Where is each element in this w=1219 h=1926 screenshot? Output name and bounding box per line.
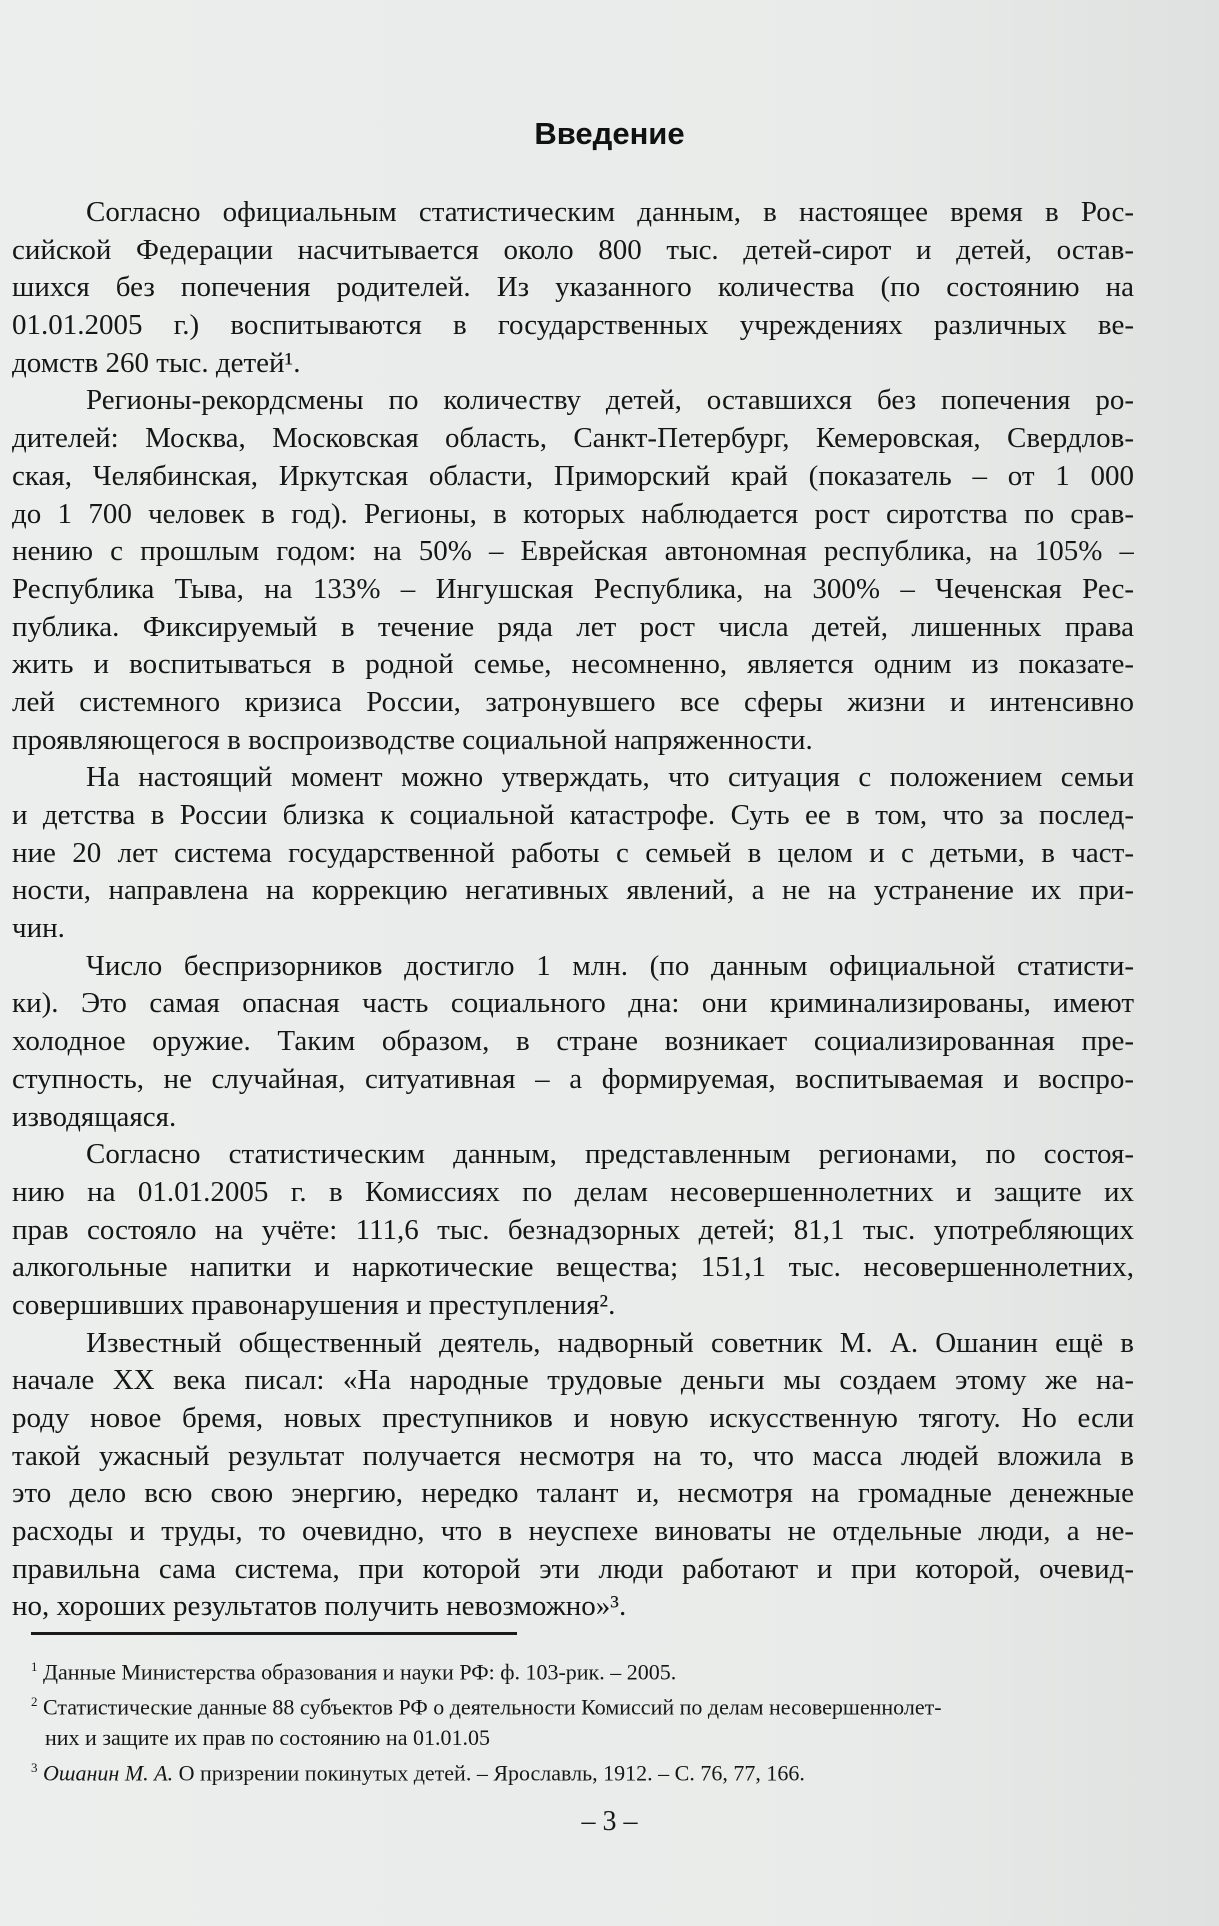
text-line: Регионы-рекордсмены по количеству детей, оставшихся без попечения ро- bbox=[86, 384, 1134, 417]
text-line: лей системного кризиса России, затронувшего все сферы жизни и интенсивно bbox=[12, 685, 1134, 718]
text-line: это дело всю свою энергию, нередко талант и, несмотря на громадные денежные bbox=[12, 1477, 1134, 1510]
text-line: такой ужасный результат получается несмотря на то, что масса людей вложила в bbox=[12, 1439, 1134, 1472]
text-line: Республика Тыва, на 133% – Ингушская Республика, на 300% – Чеченская Рес- bbox=[12, 572, 1134, 605]
footnote-2 bbox=[31, 1687, 1141, 1722]
footnote-mark: 3 bbox=[31, 1759, 38, 1775]
text-line: сийской Федерации насчитывается около 800 тыс. детей-сирот и детей, остав- bbox=[12, 233, 1134, 266]
text-line: ская, Челябинская, Иркутская области, Приморский край (показатель – от 1 000 bbox=[12, 459, 1134, 492]
text-line: Число беспризорников достигло 1 млн. (по данным официальной статисти- bbox=[86, 949, 1134, 982]
footnote-2-continuation: них и защите их прав по состоянию на 01.01.05 bbox=[45, 1724, 490, 1750]
text-line: Известный общественный деятель, надворный советник М. А. Ошанин ещё в bbox=[86, 1326, 1134, 1359]
text-line: ности, направлена на коррекцию негативных явлений, а не на устранение их при- bbox=[12, 874, 1134, 907]
text-line: 01.01.2005 г.) воспитываются в государственных учреждениях различных ве- bbox=[12, 309, 1134, 342]
footnote-3 bbox=[31, 1753, 1141, 1788]
text-line: до 1 700 человек в год). Регионы, в которых наблюдается рост сиротства по срав- bbox=[12, 497, 1134, 530]
footnote-text: О призрении покинутых детей. – Ярославль, 1912. – С. 76, 77, 166. bbox=[173, 1759, 805, 1785]
text-line: ки). Это самая опасная часть социального дна: они криминализированы, имеют bbox=[12, 987, 1134, 1020]
text-line: дителей: Москва, Московская область, Санкт-Петербург, Кемеровская, Свердлов- bbox=[12, 422, 1134, 455]
page-title: Введение bbox=[534, 116, 685, 151]
text-line: начале XX века писал: «На народные трудовые деньги мы создаем этому же на- bbox=[12, 1364, 1134, 1397]
footnote-text: Данные Министерства образования и науки РФ: ф. 103-рик. – 2005. bbox=[43, 1659, 677, 1685]
footnote-text: Статистические данные 88 субъектов РФ о деятельности Комиссий по делам несовершеннолет- bbox=[43, 1694, 942, 1720]
text-line: и детства в России близка к социальной катастрофе. Суть ее в том, что за послед- bbox=[12, 799, 1134, 831]
text-line: На настоящий момент можно утверждать, что ситуация с положением семьи bbox=[86, 761, 1134, 794]
footnote-mark: 2 bbox=[31, 1694, 38, 1710]
text-line: изводящаяся. bbox=[12, 1100, 177, 1133]
text-line: ние 20 лет система государственной работы с семьей в целом и с детьми, в част- bbox=[12, 836, 1134, 869]
body-text bbox=[12, 194, 1134, 1626]
page-number: – 3 – bbox=[581, 1806, 638, 1837]
text-line: чин. bbox=[12, 912, 65, 945]
text-line: расходы и труды, то очевидно, что в неуспехе виноваты не отдельные люди, а не- bbox=[12, 1515, 1134, 1548]
text-line: алкогольные напитки и наркотические вещества; 151,1 тыс. несовершеннолетних, bbox=[12, 1251, 1134, 1284]
text-line: шихся без попечения родителей. Из указанного количества (по состоянию на bbox=[12, 271, 1134, 304]
footnote-author: Ошанин М. А. bbox=[43, 1759, 174, 1785]
text-line: Согласно официальным статистическим данным, в настоящее время в Рос- bbox=[86, 196, 1134, 228]
text-line: роду новое бремя, новых преступников и новую искусственную тяготу. Но если bbox=[12, 1402, 1134, 1434]
text-line: совершивших правонарушения и преступления². bbox=[12, 1288, 616, 1321]
footnote-1 bbox=[31, 1652, 1141, 1687]
text-line: проявляющегося в воспроизводстве социальной напряженности. bbox=[12, 723, 813, 756]
text-line: нению с прошлым годом: на 50% – Еврейская автономная республика, на 105% – bbox=[12, 535, 1134, 568]
text-line: публика. Фиксируемый в течение ряда лет рост числа детей, лишенных права bbox=[12, 610, 1134, 643]
text-line: правильна сама система, при которой эти люди работают и при которой, очевид- bbox=[12, 1552, 1134, 1585]
text-line: домств 260 тыс. детей¹. bbox=[12, 346, 301, 379]
footnotes bbox=[31, 1652, 1141, 1788]
text-line: но, хороших результатов получить невозможно»³. bbox=[12, 1590, 627, 1623]
footnote-mark: 1 bbox=[31, 1659, 38, 1674]
text-line: Согласно статистическим данным, представленным регионами, по состоя- bbox=[86, 1138, 1134, 1171]
footnote-divider bbox=[31, 1632, 517, 1635]
text-line: прав состояло на учёте: 111,6 тыс. безнадзорных детей; 81,1 тыс. употребляющих bbox=[12, 1213, 1134, 1246]
text-line: холодное оружие. Таким образом, в стране возникает социализированная пре- bbox=[12, 1025, 1134, 1058]
text-line: жить и воспитываться в родной семье, несомненно, является одним из показате- bbox=[12, 648, 1134, 681]
text-line: нию на 01.01.2005 г. в Комиссиях по делам несовершеннолетних и защите их bbox=[12, 1175, 1134, 1208]
text-line: ступность, не случайная, ситуативная – а формируемая, воспитываемая и воспро- bbox=[12, 1062, 1134, 1095]
